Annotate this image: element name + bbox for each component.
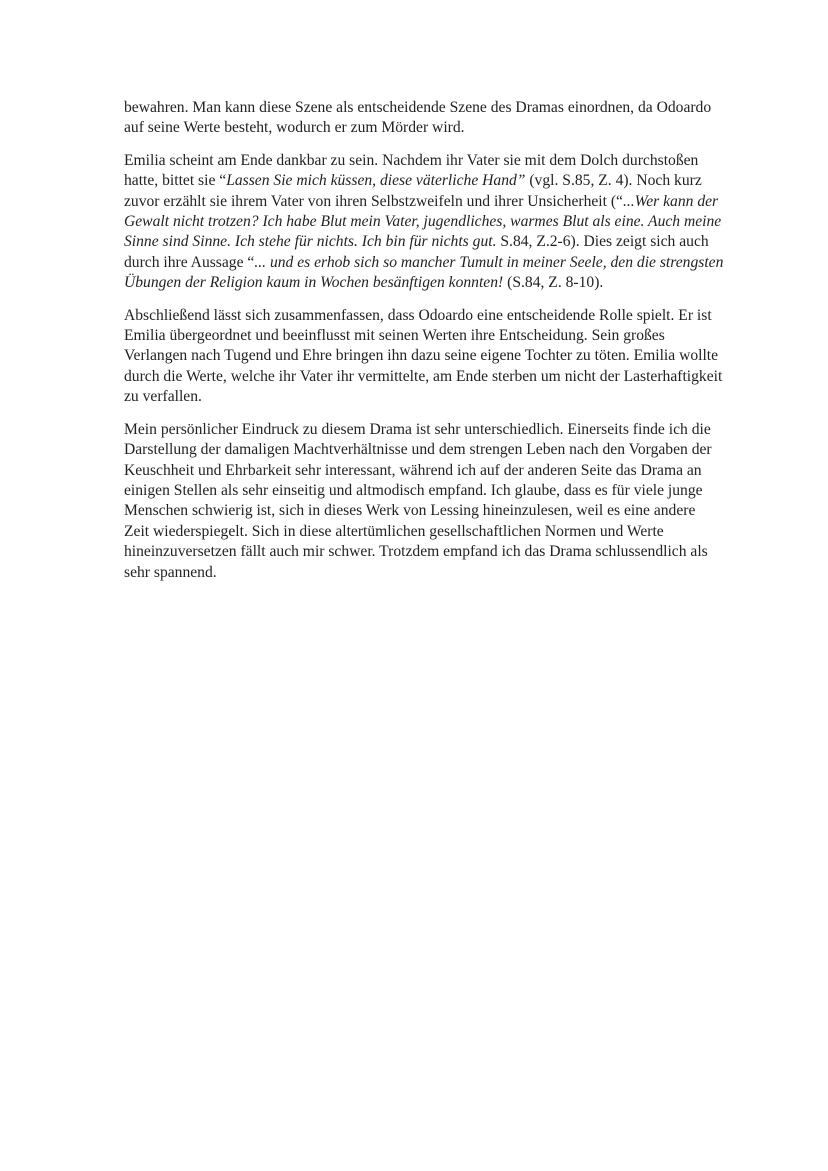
text-run: (S.84, Z. 8-10). xyxy=(503,274,604,292)
paragraph-emilia-gratitude xyxy=(124,151,724,294)
quote-run: ... und es erhob sich so mancher Tumult in meiner Seele, den die strengsten Übungen der Religion kaum in Wochen besänftigen konnten! xyxy=(124,253,724,292)
paragraph-scene-assessment xyxy=(124,98,724,139)
text-run: Abschließend lässt sich zusammenfassen, dass Odoardo eine entscheidende Rolle spielt. Er ist Emilia übergeordnet und beeinflusst mit seinen Werten ihre Entscheidung. Sein großes Verlangen nach Tugend und Ehre bringen ihn dazu seine eigene Tochter zu töten. Emilia wollte durch die Werte, welche ihr Vater ihr vermittelte, am Ende sterben um nicht der Lasterhaftigkeit zu verfallen. xyxy=(124,306,723,406)
text-run: bewahren. Man kann diese Szene als entscheidende Szene des Dramas einordnen, da Odoardo auf seine Werte besteht, wodurch er zum Mörder wird. xyxy=(124,99,712,137)
quote-run: Lassen Sie mich küssen, diese väterliche Hand” xyxy=(226,172,526,190)
text-run: S.84, Z.2-6). Dies zeigt sich auch durch ihre Aussage “ xyxy=(124,233,709,271)
paragraph-personal-impression xyxy=(124,420,724,583)
text-run: Mein persönlicher Eindruck zu diesem Drama ist sehr unterschiedlich. Einerseits finde ich die Darstellung der damaligen Machtverhältnisse und dem strengen Leben nach den Vorgaben der Keuschheit und Ehrbarkeit sehr interessant, während ich auf der anderen Seite das Drama an einigen Stellen als sehr einseitig und altmodisch empfand. Ich glaube, dass es für viele junge Menschen schwierig ist, sich in dieses Werk von Lessing hineinzulesen, weil es eine andere Zeit wiederspiegelt. Sich in diese altertümlichen gesellschaftlichen Normen und Werte hineinzuversetzen fällt auch mir schwer. Trotzdem empfand ich das Drama schlussendlich als sehr spannend. xyxy=(124,420,712,581)
text-run: Emilia scheint am Ende dankbar zu sein. Nachdem ihr Vater sie mit dem Dolch durchstoßen hatte, bittet sie “ xyxy=(124,151,699,190)
quote-run: ...Wer kann der Gewalt nicht trotzen? Ich habe Blut mein Vater, jugendliches, warmes Blut als eine. Auch meine Sinne sind Sinne. Ich stehe für nichts. Ich bin für nichts gut. xyxy=(124,192,722,251)
document-page xyxy=(124,98,724,595)
paragraph-conclusion xyxy=(124,306,724,408)
text-run: (vgl. S.85, Z. 4). Noch kurz zuvor erzählt sie ihrem Vater von ihren Selbstzweifeln und ihrer Unsicherheit (“ xyxy=(124,172,702,210)
